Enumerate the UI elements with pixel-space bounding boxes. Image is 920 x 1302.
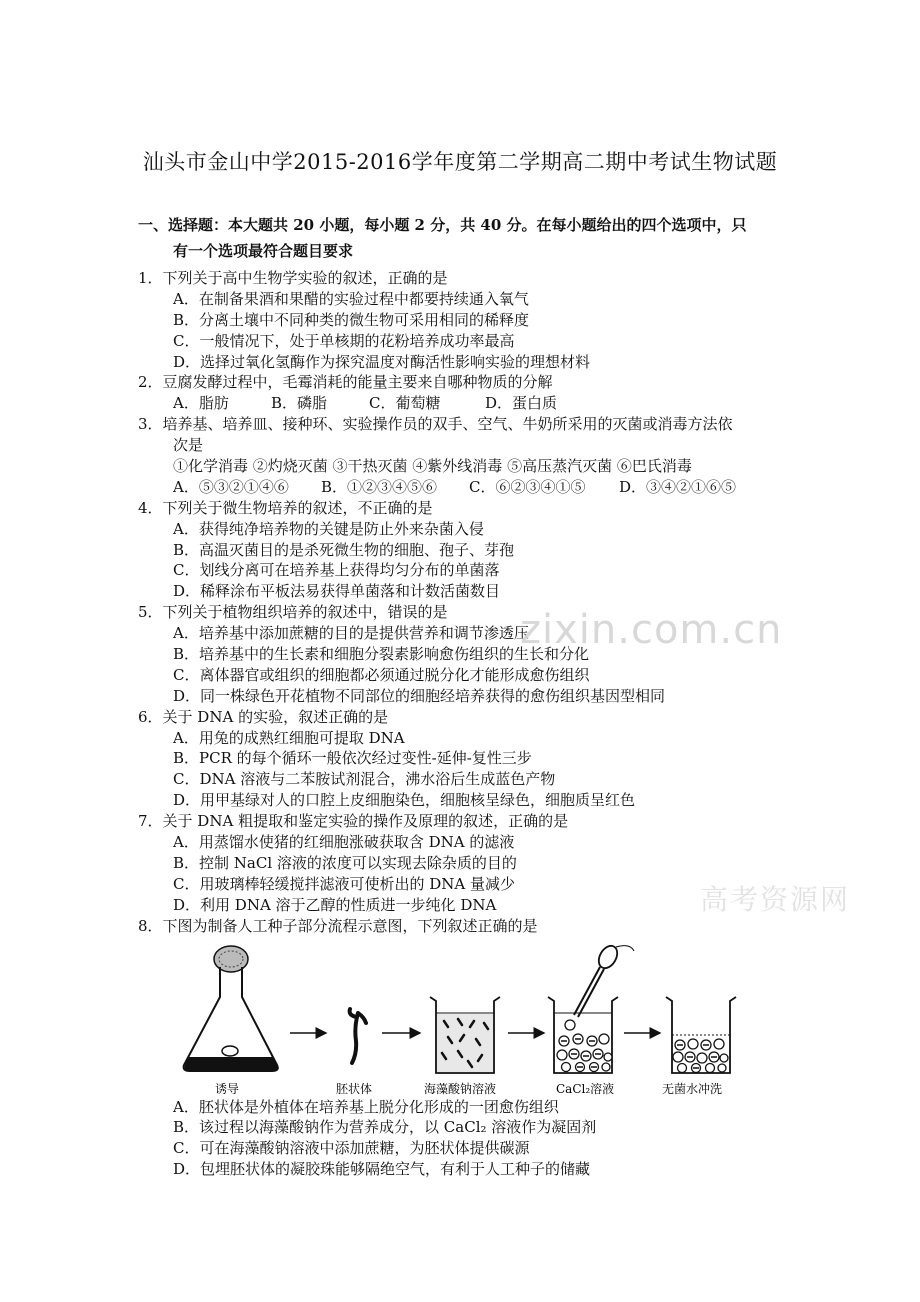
question-stem: 4．下列关于微生物培养的叙述，不正确的是 (138, 498, 433, 517)
option-row (138, 393, 798, 414)
option-a: A．用蒸馏水使猪的红细胞涨破获取含 DNA 的滤液 (173, 833, 515, 852)
flow-diagram-svg (168, 937, 768, 1097)
question-stem-continued: 次是 (173, 436, 204, 455)
rinse-beaker-icon (666, 997, 736, 1073)
option-a: A．在制备果酒和果醋的实验过程中都要持续通入氧气 (173, 289, 529, 308)
option-b: B．磷脂 (271, 394, 328, 413)
label-induce: 诱导 (215, 1081, 240, 1096)
cacl2-beaker-icon (548, 942, 634, 1072)
option-c: C．葡萄糖 (369, 394, 441, 413)
option-b: B．PCR 的每个循环一般依次经过变性-延伸-复性三步 (173, 749, 532, 768)
question-stem: 6．关于 DNA 的实验，叙述正确的是 (138, 707, 389, 726)
question-stem: 7．关于 DNA 粗提取和鉴定实验的操作及原理的叙述，正确的是 (138, 812, 569, 831)
option-d: D．包埋胚状体的凝胶珠能够隔绝空气，有利于人工种子的储藏 (173, 1160, 591, 1179)
option-b: B．①②③④⑤⑥ (321, 477, 438, 496)
option-c: C．用玻璃棒轻缓搅拌滤液可使析出的 DNA 量减少 (173, 874, 515, 893)
option-c: C．划线分离可在培养基上获得均匀分布的单菌落 (173, 561, 500, 580)
method-list: ①化学消毒 ②灼烧灭菌 ③干热灭菌 ④紫外线消毒 ⑤高压蒸汽灭菌 ⑥巴氏消毒 (173, 457, 692, 476)
label-embryoid: 胚状体 (336, 1081, 373, 1096)
option-a: A．培养基中添加蔗糖的目的是提供营养和调节渗透压 (173, 624, 529, 643)
section-heading (138, 212, 788, 264)
question-7 (138, 811, 798, 915)
artificial-seed-flow-diagram (138, 937, 798, 1097)
option-d: D．同一株绿色开花植物不同部位的细胞经培养获得的愈伤组织基因型相同 (173, 686, 666, 705)
question-stem: 5．下列关于植物组织培养的叙述中，错误的是 (138, 603, 448, 622)
label-alginate: 海藻酸钠溶液 (424, 1081, 497, 1096)
label-wash: 无菌水冲洗 (662, 1081, 723, 1096)
option-b: B．分离土壤中不同种类的微生物可采用相同的稀释度 (173, 310, 530, 329)
question-3 (138, 414, 798, 498)
option-a: A．脂肪 (173, 394, 229, 413)
section-heading-line1: 一、选择题：本大题共 20 小题，每小题 2 分，共 40 分。在每小题给出的四个选项中，只 (138, 216, 747, 234)
question-6 (138, 707, 798, 811)
watermark-site: zixin.com.cn (520, 607, 783, 653)
option-c: C．离体器官或组织的细胞都必须通过脱分化才能形成愈伤组织 (173, 665, 590, 684)
question-8 (138, 916, 798, 1180)
option-d: D．利用 DNA 溶于乙醇的性质进一步纯化 DNA (173, 895, 497, 914)
option-d: D．稀释涂布平板法易获得单菌落和计数活菌数目 (173, 582, 501, 601)
question-stem: 1．下列关于高中生物学实验的叙述，正确的是 (138, 269, 448, 287)
option-c: C．一般情况下，处于单核期的花粉培养成功率最高 (173, 331, 515, 350)
option-d: D．蛋白质 (485, 394, 558, 413)
option-d: D．选择过氧化氢酶作为探究温度对酶活性影响实验的理想材料 (173, 352, 591, 371)
option-a: A．获得纯净培养物的关键是防止外来杂菌入侵 (173, 519, 484, 538)
question-stem: 3．培养基、培养皿、接种环、实验操作员的双手、空气、牛奶所采用的灭菌或消毒方法依 (138, 415, 733, 434)
embryoid-icon (350, 1009, 366, 1063)
dropper-icon (574, 942, 634, 1016)
option-b: B．控制 NaCl 溶液的浓度可以实现去除杂质的目的 (173, 853, 517, 872)
flask-icon (184, 946, 278, 1071)
question-2 (138, 372, 798, 414)
section-heading-line2: 有一个选项最符合题目要求 (173, 242, 354, 260)
question-list (138, 268, 798, 1180)
question-4 (138, 498, 798, 602)
option-d: D．③④②①⑥⑤ (619, 477, 737, 496)
alginate-beaker-icon (430, 997, 500, 1073)
watermark-brand: 高考资源网 (700, 883, 851, 916)
option-c: C．可在海藻酸钠溶液中添加蔗糖，为胚状体提供碳源 (173, 1139, 530, 1158)
option-a: A．用兔的成熟红细胞可提取 DNA (173, 728, 405, 747)
option-c: C．⑥②③④①⑤ (469, 477, 586, 496)
label-cacl2: CaCl₂溶液 (556, 1081, 615, 1096)
question-stem: 2．豆腐发酵过程中，毛霉消耗的能量主要来自哪种物质的分解 (138, 373, 553, 392)
option-a: A．⑤③②①④⑥ (173, 477, 289, 496)
page-title: 汕头市金山中学2015-2016学年度第二学期高二期中考试生物试题 (142, 150, 778, 174)
option-b: B．高温灭菌目的是杀死微生物的细胞、孢子、芽孢 (173, 540, 515, 559)
option-a: A．胚状体是外植体在培养基上脱分化形成的一团愈伤组织 (173, 1097, 559, 1116)
option-row (138, 477, 798, 498)
question-stem: 8．下图为制备人工种子部分流程示意图，下列叙述正确的是 (138, 916, 538, 935)
option-b: B．该过程以海藻酸钠作为营养成分，以 CaCl₂ 溶液作为凝固剂 (173, 1118, 597, 1137)
option-c: C．DNA 溶液与二苯胺试剂混合，沸水浴后生成蓝色产物 (173, 770, 556, 789)
option-d: D．用甲基绿对人的口腔上皮细胞染色，细胞核呈绿色，细胞质呈红色 (173, 791, 636, 810)
question-1 (138, 268, 798, 372)
option-b: B．培养基中的生长素和细胞分裂素影响愈伤组织的生长和分化 (173, 645, 590, 664)
